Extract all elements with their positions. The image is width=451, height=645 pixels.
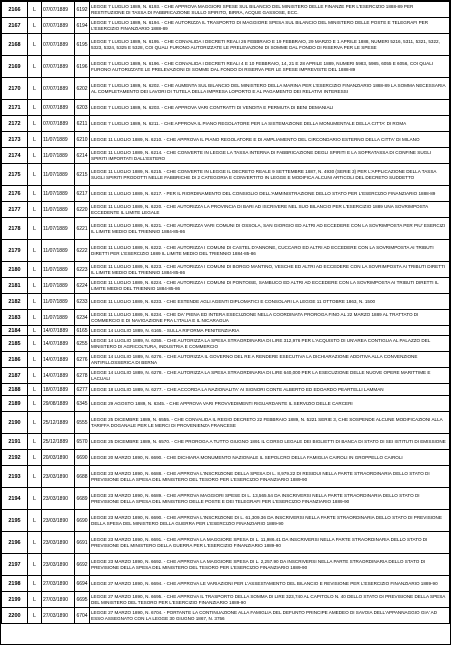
record-description: LEGGE 23 MARZO 1890, N. 6690. - CHE APPROVA L'INSCRIZIONE DI L. 61,309.36 DA INSCRIVERSI NELLA PARTE STRAORDINARIA DELLO STATO DI PREVISIONE DELLA SPESA DEL MINISTERO DELLA GUERRA PER L'ESERCIZIO FINANZIARIO 1889-90 xyxy=(90,510,450,532)
record-code: 6203 xyxy=(75,100,90,116)
record-description: LEGGE 11 LUGLIO 1889, N. 6217. - PER IL RIORDINAMENTO DEL CONSIGLIO DELL'AMMINISTRAZIONE DELLO STATO PER L'ESERCIZIO FINANZIARIO 1888-89 xyxy=(90,186,450,202)
record-code: 6690 xyxy=(75,510,90,532)
record-code: 6224 xyxy=(75,278,90,294)
record-description: LEGGE 14 LUGLIO 1889, N. 6165. - SULLA RIFORMA PENITENZIARIA xyxy=(90,326,450,336)
record-code: 6196 xyxy=(75,56,90,78)
table-row xyxy=(2,352,450,368)
record-description: LEGGE 11 LUGLIO 1889, N. 6215. - CHE CONVERTE IN LEGGE IL DECRETO REALE 9 SETTEMBRE 1887, N. 4930 (SERIE 3) PER L'APPLICAZIONE DELLA TASSA SUGLI SPIRITI PRODOTTI NELLE FABBRICHE DI 2 CATEGORIA E CONVERTITO IN LEGGE E MODIFICA ALCUNI ARTICOLI DEL DECRETO SUDDETTO xyxy=(90,164,450,186)
table-row xyxy=(2,466,450,488)
record-code: 6234 xyxy=(75,310,90,326)
record-code: 6692 xyxy=(75,554,90,576)
record-description: LEGGE 11 LUGLIO 1889, N. 6221. - CHE AUTORIZZA VARI COMUNI DI OSSOLA, SAN GIORGIO ED ALTRI AD ECCEDERE CON LA SOVRIMPOSTA PER PIU' ESERCIZI IL LIMITE MEDIO DEL TRIENNIO 1884-85-86 xyxy=(90,218,450,240)
record-date: 11/07/1889 xyxy=(42,278,75,294)
record-type: L xyxy=(28,2,42,18)
record-description: LEGGE 11 LUGLIO 1889, N. 6234. - CHE DA' PIENA ED INTERA ESECUZIONE NELLA COORDINATA PROROGA FINO AL 22 MARZO 1889 AL TRATTATO DI COMMERCIO E DI NAVIGAZIONE FRA L'ITALIA E IL NICARAGUA xyxy=(90,310,450,326)
record-date: 23/03/1890 xyxy=(42,510,75,532)
record-code: 6202 xyxy=(75,78,90,100)
table-row xyxy=(2,434,450,450)
record-code: 6210 xyxy=(75,132,90,148)
table-row xyxy=(2,576,450,592)
record-date: 11/07/1889 xyxy=(42,202,75,218)
table-row xyxy=(2,116,450,132)
record-type: L xyxy=(28,294,42,310)
record-type: L xyxy=(28,510,42,532)
record-code: 6689 xyxy=(75,488,90,510)
record-number: 2176 xyxy=(2,186,28,202)
record-code: 6220 xyxy=(75,202,90,218)
record-number: 2189 xyxy=(2,396,28,412)
record-number: 2193 xyxy=(2,466,28,488)
record-type: L xyxy=(28,592,42,608)
record-number: 2173 xyxy=(2,132,28,148)
record-number: 2185 xyxy=(2,336,28,352)
record-number: 2178 xyxy=(2,218,28,240)
record-date: 14/07/1889 xyxy=(42,326,75,336)
record-code: 6345 xyxy=(75,396,90,412)
record-date: 14/07/1889 xyxy=(42,352,75,368)
record-number: 2184 xyxy=(2,326,28,336)
record-type: L xyxy=(28,218,42,240)
record-description: LEGGE 11 LUGLIO 1889, N. 6214. - CHE CONVERTE IN LEGGE LA TASSA INTERNA DI FABBRICAZIONE DEGLI SPIRITI E LA SOPRATASSA DI CONFINE SUGLI SPIRITI IMPORTATI DALL'ESTERO xyxy=(90,148,450,164)
table-row xyxy=(2,412,450,434)
table-row xyxy=(2,278,450,294)
record-description: LEGGE 7 LUGLIO 1889, N. 6193. - CHE APPROVA MAGGIORI SPESE SUL BILANCIO DEL MINISTERO DELLE FINANZE PER L'ESERCIZIO 1888-89 PER RESTITUZIONE DI TASSA DI FABBRICAZIONE SULLO SPIRITO, BIRRA, ACQUE GASSOSE, ECC. xyxy=(90,2,450,18)
table-row xyxy=(2,294,450,310)
table-row xyxy=(2,262,450,278)
table-row xyxy=(2,2,450,18)
laws-register-body xyxy=(2,2,450,624)
record-number: 2196 xyxy=(2,532,28,554)
record-type: L xyxy=(28,278,42,294)
record-date: 11/07/1889 xyxy=(42,218,75,240)
table-row xyxy=(2,450,450,466)
record-type: L xyxy=(28,450,42,466)
record-code: 6276 xyxy=(75,352,90,368)
record-code: 6211 xyxy=(75,116,90,132)
record-code: 6233 xyxy=(75,294,90,310)
table-row xyxy=(2,608,450,624)
record-type: L xyxy=(28,132,42,148)
record-date: 11/07/1889 xyxy=(42,186,75,202)
table-row xyxy=(2,186,450,202)
record-date: 11/07/1889 xyxy=(42,294,75,310)
record-date: 11/07/1889 xyxy=(42,262,75,278)
record-date: 11/07/1889 xyxy=(42,310,75,326)
record-number: 2172 xyxy=(2,116,28,132)
record-code: 6691 xyxy=(75,532,90,554)
table-row xyxy=(2,100,450,116)
record-date: 27/03/1890 xyxy=(42,608,75,624)
record-date: 11/07/1889 xyxy=(42,148,75,164)
record-code: 6570 xyxy=(75,434,90,450)
record-date: 07/07/1889 xyxy=(42,116,75,132)
record-date: 23/03/1890 xyxy=(42,554,75,576)
record-type: L xyxy=(28,164,42,186)
record-description: LEGGE 25 DICEMBRE 1889, N. 6570. - CHE PROROGA A TUTTO GIUGNO 1891 IL CORSO LEGALE DEI BIGLIETTI DI BANCA DI STATO DI SEI ISTITUTI DI EMISSIONE xyxy=(90,434,450,450)
record-number: 2168 xyxy=(2,34,28,56)
record-type: L xyxy=(28,554,42,576)
record-type: L xyxy=(28,608,42,624)
record-type: L xyxy=(28,202,42,218)
record-date: 14/07/1889 xyxy=(42,368,75,384)
record-number: 2171 xyxy=(2,100,28,116)
record-description: LEGGE 14 LUGLIO 1889, N. 6278. - CHE AUTORIZZA LA SPESA STRAORDINARIA DI LIRE 640,000 PER LA ESECUZIONE DELLE NUOVE OPERE MARITTIME E LACUALI xyxy=(90,368,450,384)
record-date: 25/12/1889 xyxy=(42,434,75,450)
record-description: LEGGE 7 LUGLIO 1889, N. 6194. - CHE AUTORIZZA IL TRASPORTO DI MAGGIORE SPESA SUL BILANCIO DEL MINISTERO DELLE POSTE E TELEGRAFI PER L'ESERCIZIO FINANZIARIO 1888-89 xyxy=(90,18,450,34)
record-type: L xyxy=(28,384,42,396)
table-row xyxy=(2,202,450,218)
record-number: 2188 xyxy=(2,384,28,396)
record-code: 6255 xyxy=(75,336,90,352)
table-row xyxy=(2,218,450,240)
record-number: 2177 xyxy=(2,202,28,218)
record-description: LEGGE 7 LUGLIO 1889, N. 6203. - CHE APPROVA VARI CONTRATTI DI VENDITA E PERMUTA DI BENI DEMANIALI xyxy=(90,100,450,116)
table-row xyxy=(2,18,450,34)
record-type: L xyxy=(28,310,42,326)
record-number: 2181 xyxy=(2,278,28,294)
record-code: 6277 xyxy=(75,384,90,396)
record-date: 07/07/1889 xyxy=(42,100,75,116)
record-number: 2190 xyxy=(2,412,28,434)
record-code: 6222 xyxy=(75,240,90,262)
table-row xyxy=(2,240,450,262)
record-type: L xyxy=(28,576,42,592)
record-code: 6690 xyxy=(75,450,90,466)
record-date: 25/12/1889 xyxy=(42,412,75,434)
record-description: LEGGE 11 LUGLIO 1889, N. 6223. - CHE AUTORIZZA I COMUNI DI BORGO MANTINO, VESCHE ED ALTRI AD ECCEDERE CON LA SOVRIMPOSTA AI TRIBUTI DIRETTI IL LIMITE MEDIO DEL TRIENNIO 1884-85-86 xyxy=(90,262,450,278)
record-number: 2169 xyxy=(2,56,28,78)
record-description: LEGGE 14 LUGLIO 1889, N. 6255. - CHE AUTORIZZA LA SPESA STRAORDINARIA DI LIRE 312,976 PER L'ACQUISTO DI UN'AREA CONTIGUA AL PALAZZO DEL MINISTERO DI AGRICOLTURA, INDUSTRIA E COMMERCIO xyxy=(90,336,450,352)
record-number: 2187 xyxy=(2,368,28,384)
record-date: 07/07/1889 xyxy=(42,56,75,78)
record-type: L xyxy=(28,100,42,116)
table-row xyxy=(2,336,450,352)
record-number: 2186 xyxy=(2,352,28,368)
record-code: 6278 xyxy=(75,368,90,384)
record-number: 2192 xyxy=(2,450,28,466)
record-date: 18/07/1889 xyxy=(42,384,75,396)
record-number: 2167 xyxy=(2,18,28,34)
record-type: L xyxy=(28,326,42,336)
table-row xyxy=(2,368,450,384)
record-date: 07/07/1889 xyxy=(42,78,75,100)
table-row xyxy=(2,510,450,532)
record-date: 11/07/1889 xyxy=(42,240,75,262)
record-code: 6165 xyxy=(76,327,88,334)
record-description: LEGGE 7 LUGLIO 1889, N. 6211. - CHE APPROVA IL PIANO REGOLATORE PER LA SISTEMAZIONE DELLA MONUMENTALE DELLA CITTA' DI ROMA xyxy=(90,116,450,132)
record-number: 2170 xyxy=(2,78,28,100)
record-description: LEGGE 7 LUGLIO 1889, N. 6196. - CHE CONVALIDA I DECRETI REALI 4 E 10 FEBBRAIO, 14, 21 E 28 APRILE 1889, NUMERI 5983, 5985, 6055 E 6056, COI QUALI FURONO AUTORIZZATE LE PRELEVAZIONI DI SOMME DAL FONDO DI RISERVA PER LE SPESE IMPREVISTE DEL 1888-89 xyxy=(90,56,450,78)
table-row xyxy=(2,78,450,100)
record-type: L xyxy=(28,368,42,384)
table-row xyxy=(2,148,450,164)
record-number: 2199 xyxy=(2,592,28,608)
record-type: L xyxy=(28,240,42,262)
record-type: L xyxy=(28,18,42,34)
record-date: 07/07/1889 xyxy=(42,18,75,34)
table-row xyxy=(2,396,450,412)
record-code: 6704 xyxy=(75,608,90,624)
record-code: 6555 xyxy=(75,412,90,434)
record-date: 07/07/1889 xyxy=(42,34,75,56)
record-description: LEGGE 7 LUGLIO 1889, N. 6195. - CHE CONVALIDA I DECRETI REALI 26 FEBBRAIO E 19 FEBBRAIO, 29 MARZO E 1 APRILE 1888, NUMERI 5216, 5311, 5321, 5322, 5323, 5324, 5325 E 5328, COI QUALI FURONO AUTORIZZATE LE PRELEVAZIONI DI SOMME DAL FONDO DI RISERVA PER LE SPESE xyxy=(90,34,450,56)
record-number: 2182 xyxy=(2,294,28,310)
record-date: 23/03/1890 xyxy=(42,532,75,554)
record-description: LEGGE 11 LUGLIO 1889, N. 6220. - CHE AUTORIZZA LA PROVINCIA DI BARI AD ISCRIVERE NEL SUO BILANCIO PER L'ESERCIZIO 1889 UNA SOVRIMPOSTA ECCEDENTE IL LIMITE LEGALE xyxy=(90,202,450,218)
record-type: L xyxy=(28,186,42,202)
record-code: 6192 xyxy=(75,2,90,18)
record-number: 2195 xyxy=(2,510,28,532)
record-description: LEGGE 27 MARZO 1890, N. 6695. - CHE APPROVA IL TRASPORTO DELLA SOMMA DI LIRE 323,740 AL CAPITOLO N. 40 DELLO STATO DI PREVISIONE DELLA SPESA DEL MINISTERO DEL TESORO PER L'ESERCIZIO FINANZIARIO 1889-90 xyxy=(90,592,450,608)
record-number: 2197 xyxy=(2,554,28,576)
record-number: 2175 xyxy=(2,164,28,186)
record-type: L xyxy=(28,488,42,510)
record-type: L xyxy=(28,262,42,278)
table-row xyxy=(2,532,450,554)
record-date: 23/03/1890 xyxy=(42,466,75,488)
record-description: LEGGE 20 MARZO 1890, N. 6690. - CHE DICHIARA MONUMENTO NAZIONALE IL SEPOLCRO DELLA FAMIGLIA CAIROLI IN GROPPELLO CAIROLI xyxy=(90,450,450,466)
table-row xyxy=(2,554,450,576)
table-row xyxy=(2,310,450,326)
record-number: 2200 xyxy=(2,608,28,624)
table-row xyxy=(2,56,450,78)
record-type: L xyxy=(28,148,42,164)
record-number: 2179 xyxy=(2,240,28,262)
record-date: 27/03/1890 xyxy=(42,576,75,592)
record-type: L xyxy=(28,78,42,100)
record-date: 11/07/1889 xyxy=(42,164,75,186)
record-number: 2191 xyxy=(2,434,28,450)
table-row xyxy=(2,34,450,56)
record-number: 2174 xyxy=(2,148,28,164)
record-number: 2180 xyxy=(2,262,28,278)
record-number: 2183 xyxy=(2,310,28,326)
table-row xyxy=(2,592,450,608)
record-code: 6195 xyxy=(75,34,90,56)
table-row xyxy=(2,132,450,148)
record-type: L xyxy=(28,466,42,488)
record-description: LEGGE 29 AGOSTO 1889, N. 6345. - CHE APPROVA VARI PROVVEDIMENTI RIGUARDANTE IL SERVIZIO DELLE CARCERI xyxy=(90,396,450,412)
record-code: 6194 xyxy=(75,18,90,34)
record-date: 23/03/1890 xyxy=(42,488,75,510)
record-description: LEGGE 11 LUGLIO 1889, N. 6210. - CHE APPROVA IL PIANO REGOLATORE E DI AMPLIAMENTO DEL CIRCONDARIO ESTERNO DELLA CITTA' DI MILANO xyxy=(90,132,450,148)
record-description: LEGGE 7 LUGLIO 1889, N. 6202. - CHE AUMENTA SUL BILANCIO DEL MINISTERO DELLA MARINA PER L'ESERCIZIO FINANZIARIO 1888-89 LA SOMMA NECESSARIA AL COMPLETAMENTO DEI LAVORI DI TUTELA DELLA IMPRESA LOPORTO E AL PAGAMENTO DEI RELATIVI INTERESSI xyxy=(90,78,450,100)
record-type: L xyxy=(28,56,42,78)
record-description: LEGGE 25 DICEMBRE 1889, N. 6555. - CHE CONVALIDA IL REGIO DECRETO 22 FEBBRAIO 1889, N. 5221 SERIE 3, CHE SOSPENDE ALCUNE MODIFICAZIONI ALLA TARIFFA DOGANALE PER LE MERCI DI PROVENIENZA FRANCESE xyxy=(90,412,450,434)
record-description: LEGGE 18 LUGLIO 1889, N. 6277. - CHE ACCORDA LA NAZIONALITA' AI SIGNORI CONTE ALBERTO ED EDOARDO PEARTELLI LAMMAN xyxy=(90,384,450,396)
table-row xyxy=(2,326,450,336)
record-date: 27/03/1890 xyxy=(42,592,75,608)
record-code: 6215 xyxy=(75,164,90,186)
record-type: L xyxy=(28,336,42,352)
record-type: L xyxy=(28,396,42,412)
record-date: 29/08/1889 xyxy=(42,396,75,412)
record-number: 2198 xyxy=(2,576,28,592)
record-number: 2194 xyxy=(2,488,28,510)
record-description: LEGGE 11 LUGLIO 1889, N. 6224. - CHE AUTORIZZA I COMUNI DI PONTOISE, SAMBUCO ED ALTRI AD ECCEDERE CON LA SOVRIMPOSTA AI TRIBUTI DIRETTI IL LIMITE MEDIO DEL TRIENNIO 1884-85-86 xyxy=(90,278,450,294)
record-code: 6695 xyxy=(75,592,90,608)
record-code: 6221 xyxy=(75,218,90,240)
table-row xyxy=(2,384,450,396)
record-type: L xyxy=(28,352,42,368)
table-row xyxy=(2,164,450,186)
record-date: 11/07/1889 xyxy=(42,132,75,148)
record-description: LEGGE 11 LUGLIO 1889, N. 6222. - CHE AUTORIZZA I COMUNI DI CASTEL D'ANNONE, CUCCARO ED ALTRI AD ECCEDERE CON LA SOVRIMPOSTA AI TRIBUTI DIRETTI PER L'ESERCIZIO 1889 IL LIMITE MEDIO DEL TRIENNIO 1884-85-86 xyxy=(90,240,450,262)
record-date: 14/07/1889 xyxy=(42,336,75,352)
laws-register-table xyxy=(1,1,450,624)
record-code: 6214 xyxy=(75,148,90,164)
record-type: L xyxy=(28,34,42,56)
record-type: L xyxy=(28,532,42,554)
record-description: LEGGE 23 MARZO 1890, N. 6691. - CHE APPROVA LA MAGGIORE SPESA DI L. 11,986.41 DA INSCRIVERSI NELLA PARTE STRAORDINARIA DELLO STATO DI PREVISIONE DEL MINISTERO DELLA GUERRA PER L'ESERCIZIO FINANZIARIO 1889-90 xyxy=(90,532,450,554)
record-code: 6688 xyxy=(75,466,90,488)
record-date: 07/07/1889 xyxy=(42,2,75,18)
record-description: LEGGE 27 MARZO 1890, N. 6704. - PORTANTE LA CONTINUAZIONE ALLA FAMIGLIA DEL DEFUNTO PRINCIPE AMEDEO DI SAVOIA DELL'APPANNAGGIO GIA' AD ESSO ASSEGNATO CON LA LEGGE 30 GIUGNO 1867, N. 3756 xyxy=(90,608,450,624)
record-code: 6223 xyxy=(75,262,90,278)
record-number: 2166 xyxy=(2,2,28,18)
record-description: LEGGE 23 MARZO 1890, N. 6689. - CHE APPROVA MAGGIORI SPESE DI L. 13,565.54 DA INSCRIVERSI NELLA PARTE STRAORDINARIA DELLO STATO DI PREVISIONE DELLA SPESA DEL MINISTERO DELLE POSTE E DEI TELEGRAFI PER L'ESERCIZIO FINANZIARIO 1889-90 xyxy=(90,488,450,510)
record-description: LEGGE 11 LUGLIO 1889, N. 6233. - CHE ESTENDE AGLI AGENTI DIPLOMATICI E CONSOLARI LA LEGGE 11 OTTOBRE 1863, N. 1500 xyxy=(90,294,450,310)
record-code: 6694 xyxy=(75,576,90,592)
record-code: 6217 xyxy=(75,186,90,202)
table-row xyxy=(2,488,450,510)
record-description: LEGGE 23 MARZO 1890, N. 6692. - CHE APPROVA LA MAGGIORE SPESA DI L. 2,257.90 DA INSCRIVERSI NELLA PARTE STRAORDINARIA DELLO STATO DI PREVISIONE DELLA SPESA DEL MINISTERO DEL TESORO PER L'ESERCIZIO FINANZIARIO 1889-90 xyxy=(90,554,450,576)
record-date: 20/03/1890 xyxy=(42,450,75,466)
record-type: L xyxy=(28,434,42,450)
record-description: LEGGE 14 LUGLIO 1889, N. 6276. - CHE AUTORIZZA IL GOVERNO DEL RE A RENDERE ESECUTIVA LA DICHIARAZIONE ADDITIVA ALLA CONVENZIONE ANTIFILLOSSERICA DI BERNA xyxy=(90,352,450,368)
record-description: LEGGE 27 MARZO 1890, N. 6694. - CHE APPROVA LE VARIAZIONI PER L'ASSESTAMENTO DEL BILANCIO E REVISIONE PER L'ESERCIZIO FINANZIARIO 1889-90 xyxy=(90,576,450,592)
record-type: L xyxy=(28,116,42,132)
record-type: L xyxy=(28,412,42,434)
record-description: LEGGE 23 MARZO 1890, N. 6688. - CHE APPROVA L'INSCRIZIONE DELLA SPESA DI L. 8,979.22 DI RESIDUI NELLA PARTE STRAORDINARIA DELLO STATO DI PREVISIONE DELLA SPESA DEL MINISTERO DEL TESORO PER L'ESERCIZIO FINANZIARIO 1889-90 xyxy=(90,466,450,488)
